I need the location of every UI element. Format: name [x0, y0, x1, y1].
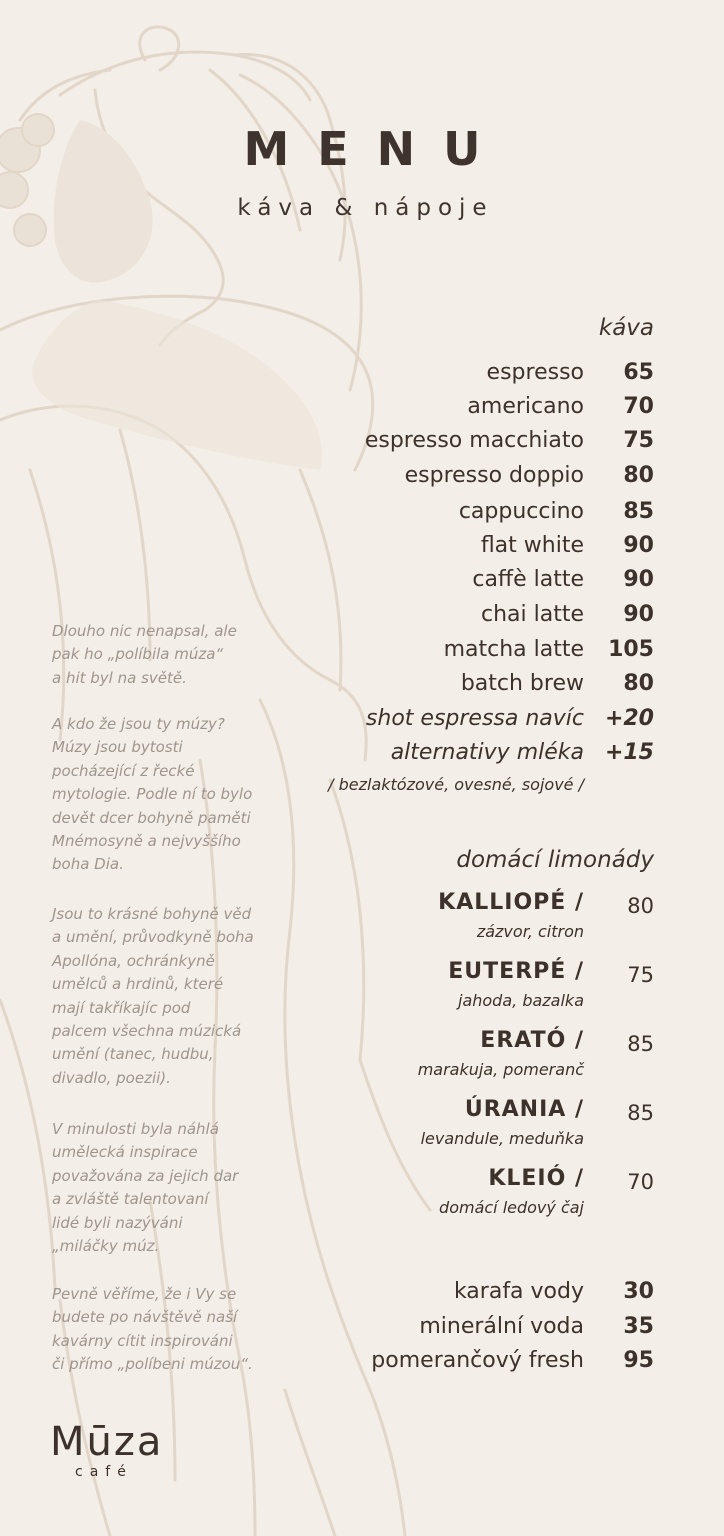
item-price: 85: [623, 499, 654, 524]
lemonade-description: domácí ledový čaj: [439, 1198, 584, 1217]
story-text: Pevně věříme, že i Vy se budete po návštěvě naší kavárny cítit inspirováni či přímo „políbeni múzou“.: [52, 1285, 253, 1374]
logo-subtitle: café: [75, 1464, 133, 1480]
story-paragraph: [52, 1283, 282, 1377]
menu-item: [300, 533, 654, 567]
item-price: 80: [623, 671, 654, 696]
story-text: V minulosti byla náhlá umělecká inspirace považována za jejich dar a zvláště talentovaní lidé byli nazýváni „miláčky múz.: [52, 1120, 239, 1256]
milk-options-note: / bezlaktózové, ovesné, sojové /: [328, 775, 584, 794]
story-paragraph: [52, 713, 282, 877]
lemonade-name: EUTERPÉ /: [448, 959, 584, 984]
lemonade-price: 85: [627, 1032, 654, 1056]
item-name: espresso: [486, 360, 584, 385]
item-name: caffè latte: [472, 567, 584, 592]
lemonade-item: [380, 1028, 654, 1090]
menu-item: [300, 671, 654, 705]
lemonade-description: levandule, meduňka: [420, 1129, 584, 1148]
item-price: +15: [604, 740, 654, 765]
story-paragraph: [52, 620, 282, 690]
item-name: flat white: [480, 533, 584, 558]
lemonade-item: [380, 1166, 654, 1228]
lemonade-price: 85: [627, 1101, 654, 1125]
item-price: 70: [623, 394, 654, 419]
menu-title: MENU: [243, 122, 509, 176]
lemonade-description: jahoda, bazalka: [458, 991, 584, 1010]
lemonade-name: KALLIOPÉ /: [438, 890, 584, 915]
item-price: 65: [623, 360, 654, 385]
menu-item: [300, 394, 654, 428]
story-paragraph: [52, 903, 282, 1090]
item-price: 30: [623, 1279, 654, 1304]
lemonade-price: 80: [627, 894, 654, 918]
menu-item: [300, 602, 654, 636]
menu-extra-item: [300, 740, 654, 774]
item-name: pomerančový fresh: [371, 1348, 584, 1373]
lemonade-item: [380, 959, 654, 1021]
lemonade-item: [380, 1097, 654, 1159]
story-text: Dlouho nic nenapsal, ale pak ho „políbila múza“ a hit byl na světě.: [52, 622, 237, 687]
menu-item: [300, 463, 654, 497]
item-name: espresso doppio: [404, 463, 584, 488]
item-name: batch brew: [460, 671, 584, 696]
lemonade-name: ÚRANIA /: [464, 1097, 584, 1122]
coffee-heading: káva: [598, 315, 654, 341]
item-name: espresso macchiato: [364, 428, 584, 453]
lemonade-description: marakuja, pomeranč: [417, 1060, 584, 1079]
item-name: cappuccino: [458, 499, 584, 524]
lemonade-price: 75: [627, 963, 654, 987]
item-price: 90: [623, 602, 654, 627]
menu-subtitle: káva & nápoje: [237, 195, 494, 221]
story-text: A kdo že jsou ty múzy? Múzy jsou bytosti pocházející z řecké mytologie. Podle ní to bylo devět dcer bohyně paměti Mnémosyně a nejvyššího boha Dia.: [52, 715, 253, 874]
item-price: 90: [623, 533, 654, 558]
item-price: 75: [623, 428, 654, 453]
menu-extra-item: [300, 706, 654, 740]
lemonade-item: [380, 890, 654, 952]
menu-item: [300, 428, 654, 462]
item-name: chai latte: [480, 602, 584, 627]
drink-item: [300, 1348, 654, 1382]
lemonade-description: zázvor, citron: [476, 922, 584, 941]
item-name: karafa vody: [453, 1279, 584, 1304]
item-price: 90: [623, 567, 654, 592]
item-name: matcha latte: [443, 637, 584, 662]
drink-item: [300, 1314, 654, 1348]
item-price: 95: [623, 1348, 654, 1373]
logo-wordmark: Mūza: [50, 1419, 164, 1465]
menu-item: [300, 637, 654, 671]
item-name: americano: [467, 394, 584, 419]
muza-cafe-logo: [50, 1419, 190, 1480]
lemonade-name: KLEIÓ /: [488, 1166, 584, 1191]
story-text: Jsou to krásné bohyně věd a umění, průvodkyně boha Apollóna, ochránkyně umělců a hrdinů, které mají takříkajíc pod palcem všechna múzická umění (tanec, hudbu, divadlo, poezii).: [52, 905, 254, 1087]
item-name: minerální voda: [419, 1314, 584, 1339]
drink-item: [300, 1279, 654, 1313]
item-price: 105: [608, 637, 654, 662]
item-price: +20: [604, 706, 654, 731]
story-paragraph: [52, 1118, 282, 1258]
menu-item: [300, 360, 654, 394]
item-price: 35: [623, 1314, 654, 1339]
lemonade-price: 70: [627, 1170, 654, 1194]
menu-item: [300, 499, 654, 533]
lemonade-heading: domácí limonády: [456, 847, 654, 873]
item-name: shot espressa navíc: [365, 706, 584, 731]
lemonade-name: ERATÓ /: [480, 1028, 584, 1053]
menu-item: [300, 567, 654, 601]
item-price: 80: [623, 463, 654, 488]
item-name: alternativy mléka: [390, 740, 584, 765]
